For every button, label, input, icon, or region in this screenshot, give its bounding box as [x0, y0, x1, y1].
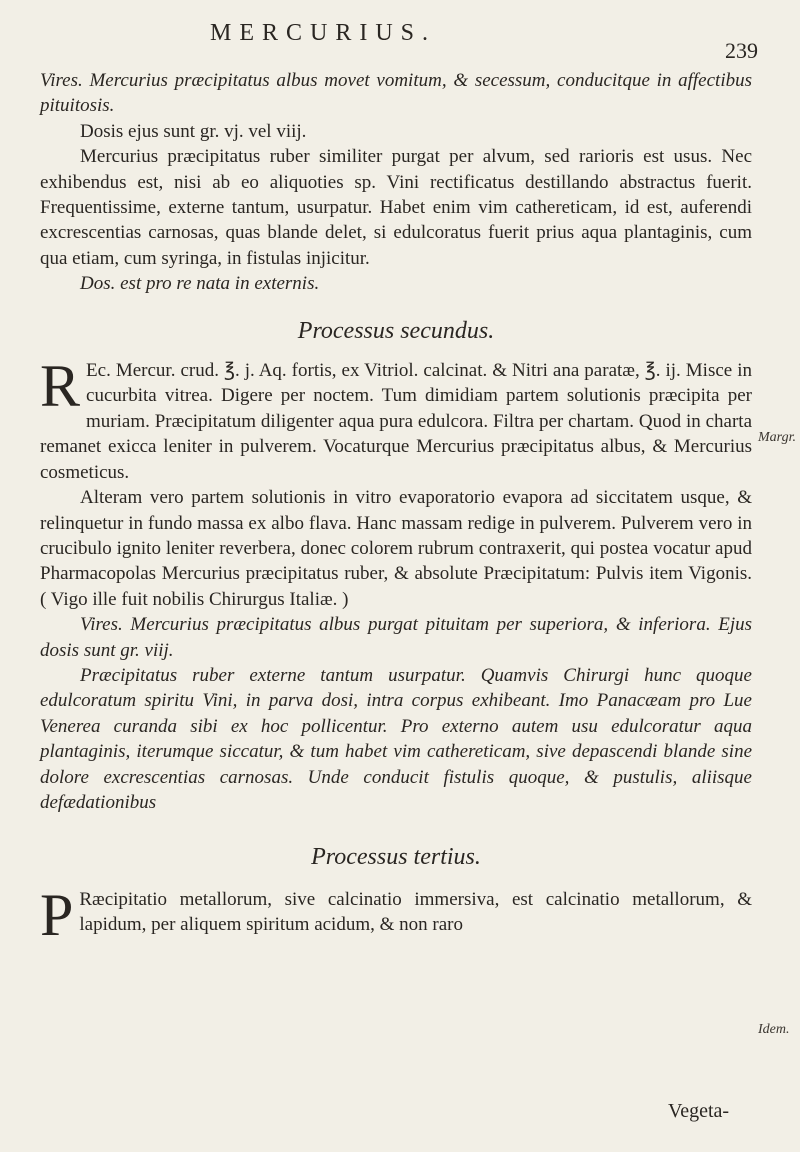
margin-note-margr: Margr.	[758, 430, 796, 445]
alteram-paragraph: Alteram vero partem solutionis in vitro evaporatorio evapora ad siccitatem usque, & relinquetur in fundo massa ex albo flava. Hanc massam redige in pulverem. Pulverem vero in crucibulo ignito leniter reverbera, donec colorem rubrum contraxerit, qui postea vocatur apud Pharmacopolas Mercurius præcipitatus ruber, & absolute Præcipitatum: Pulvis item Vigonis. ( Vigo ille fuit nobilis Chirurgus Italiæ. )	[40, 487, 752, 610]
praecipitatio-text: Ræcipitatio metallorum, sive calcinatio immersiva, est calcinatio metallorum, & lapidum, per aliquem spiritum acidum, & non raro	[79, 888, 752, 936]
drop-cap-p: P	[40, 881, 74, 948]
dosis-line-2: Dos. est pro re nata in externis.	[80, 273, 320, 295]
running-head: MERCURIUS.	[210, 20, 437, 46]
text-body	[40, 68, 752, 948]
ruber-paragraph: Mercurius præcipitatus ruber similiter purgat per alvum, sed rarioris est usus. Nec exhibendus est, nisi ab eo aliquoties sp. Vini rectificatus destillando abstractus fuerit. Frequentissime, externe tantum, usurpatur. Habet enim vim cathereticam, id est, auferendi excrescentias carnosas, quas blande delet, si edulcoratus fuerit prius aqua plantaginis, cum qua etiam, cum syringa, in fistulas injicitur.	[40, 146, 752, 269]
section-heading-tertius: Processus tertius.	[311, 844, 481, 871]
recipe-text: Ec. Mercur. crud. ℥. j. Aq. fortis, ex Vitriol. calcinat. & Nitri ana paratæ, ℥. ij. Misce in cucurbita vitrea. Digere per noctem. Tum dimidiam partem solutionis præcipita per muriam. Præcipitatum diligenter aqua pura edulcora. Filtra per chartam. Quod in charta remanet exicca leniter in pulverem. Vocaturque Mercurius præcipitatus albus, & Mercurius cosmeticus.	[40, 360, 752, 483]
vires-paragraph-1: Vires. Mercurius præcipitatus albus movet vomitum, & secessum, conducitque in affectibus pituitosis.	[40, 70, 752, 117]
praecipitatus-ruber-paragraph: Præcipitatus ruber externe tantum usurpatur. Quamvis Chirurgi hunc quoque edulcoratum spiritu Vini, in parva dosi, intra corpus exhibeant. Imo Panacæam pro Lue Venerea curanda sibi ex hoc pollicentur. Pro externo autem usu edulcoratur aqua plantaginis, iterumque siccatur, & tum habet vim cathereticam, sive depascendi blande sine dolore excrescentias carnosas. Unde conducit fistulis quoque, & pustulis, aliisque defædationibus	[40, 664, 752, 813]
vires-paragraph-2: Vires. Mercurius præcipitatus albus purgat pituitam per superiora, & inferiora. Ejus dosis sunt gr. viij.	[40, 614, 752, 661]
section-heading-secundus: Processus secundus.	[297, 317, 495, 344]
catchword: Vegeta-	[668, 1100, 730, 1122]
recipe-paragraph	[40, 353, 752, 485]
drop-cap-r: R	[40, 353, 81, 420]
dosis-line-1: Dosis ejus sunt gr. vj. vel viij.	[80, 120, 307, 142]
praecipitatio-paragraph	[40, 881, 752, 948]
page-number: 239	[725, 38, 758, 63]
margin-note-idem: Idem.	[758, 1022, 790, 1037]
